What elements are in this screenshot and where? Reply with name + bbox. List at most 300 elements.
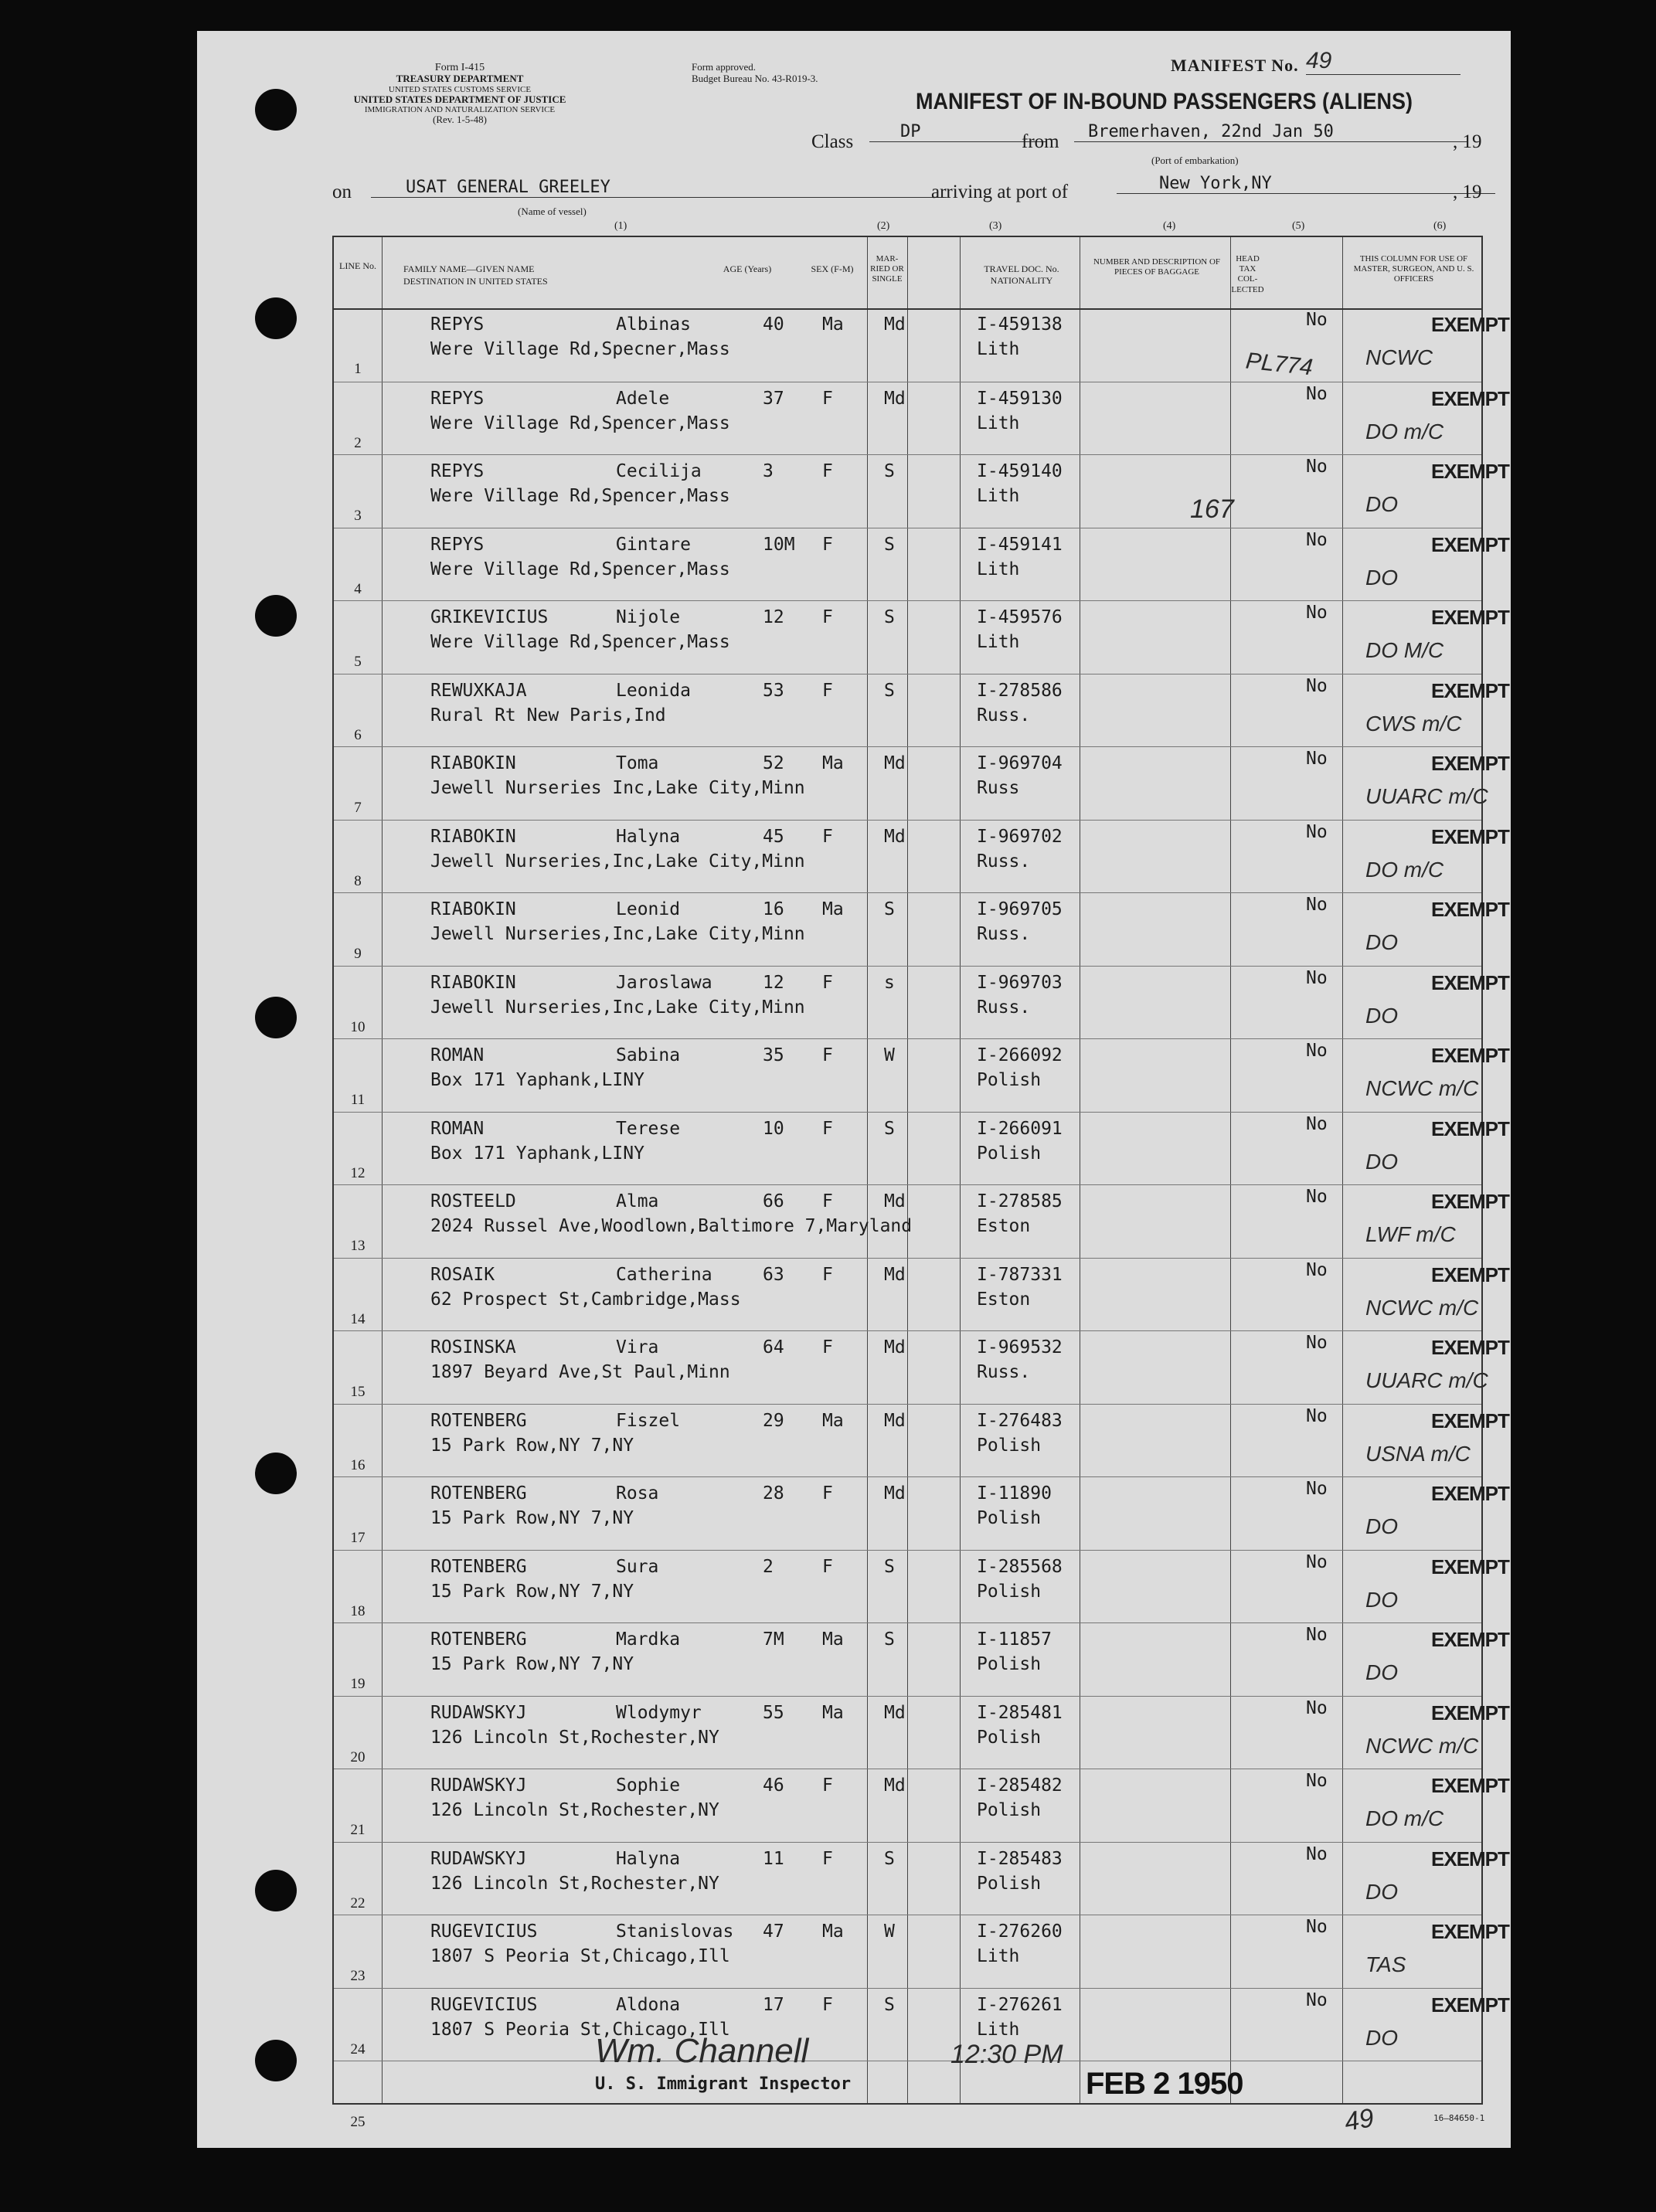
nationality: Russ. <box>977 924 1031 944</box>
exempt-stamp: EXEMPT <box>1431 1774 1509 1797</box>
age: 63 <box>763 1264 784 1285</box>
destination: Jewell Nurseries,Inc,Lake City,Minn <box>430 851 805 872</box>
officer-note: DO <box>1365 1514 1398 1538</box>
line-number: 8 <box>354 872 362 889</box>
family-name: RUGEVICIUS <box>430 1994 538 2015</box>
family-name: ROSAIK <box>430 1264 495 1285</box>
travel-doc-no: I-969705 <box>977 899 1063 919</box>
exempt-stamp: EXEMPT <box>1431 1336 1509 1359</box>
col-number-6: (6) <box>1433 220 1447 232</box>
arrival-port: New York,NY <box>1117 174 1495 194</box>
table-row <box>334 1842 1509 1916</box>
given-name: Nijole <box>616 607 681 627</box>
family-name: ROTENBERG <box>430 1410 527 1431</box>
exempt-stamp: EXEMPT <box>1431 386 1509 410</box>
arriving-label: arriving at port of <box>931 182 1069 202</box>
exempt-stamp: EXEMPT <box>1431 898 1509 921</box>
age: 7M <box>763 1629 784 1650</box>
travel-doc-no: I-285568 <box>977 1556 1063 1577</box>
marital-status: S <box>884 1118 895 1139</box>
table-row <box>334 1330 1509 1405</box>
form-code: 16—84650-1 <box>1433 2113 1485 2123</box>
line-number: 10 <box>350 1018 366 1035</box>
sex: Ma <box>822 1629 844 1650</box>
col-number-4: (4) <box>1163 220 1176 232</box>
age: 3 <box>763 461 774 481</box>
exempt-stamp: EXEMPT <box>1431 1262 1509 1286</box>
baggage-count: 167 <box>1190 494 1234 524</box>
destination: 15 Park Row,NY 7,NY <box>430 1581 634 1602</box>
marital-status: S <box>884 680 895 701</box>
officer-note: DO m/C <box>1365 857 1444 882</box>
table-row <box>334 1038 1509 1113</box>
family-name: RUDAWSKYJ <box>430 1702 527 1723</box>
family-name: ROSTEELD <box>430 1191 516 1211</box>
line-number: 1 <box>354 361 362 377</box>
exempt-stamp: EXEMPT <box>1431 460 1509 483</box>
destination: Box 171 Yaphank,LINY <box>430 1143 644 1164</box>
table-row <box>334 1622 1509 1697</box>
sex: Ma <box>822 1410 844 1431</box>
table-row <box>334 1696 1509 1770</box>
age: 10 <box>763 1118 784 1139</box>
exempt-stamp: EXEMPT <box>1431 970 1509 994</box>
customs-service: UNITED STATES CUSTOMS SERVICE <box>388 84 532 94</box>
head-tax: No <box>1306 1989 1328 2010</box>
travel-doc-no: I-285483 <box>977 1848 1063 1869</box>
travel-doc-no: I-459141 <box>977 534 1063 555</box>
destination: 15 Park Row,NY 7,NY <box>430 1435 634 1456</box>
officer-note: NCWC m/C <box>1365 1733 1479 1758</box>
age: 47 <box>763 1921 784 1942</box>
family-name: RIABOKIN <box>430 826 516 847</box>
marital-status: S <box>884 1994 895 2015</box>
officer-note: UUARC m/C <box>1365 1368 1488 1392</box>
family-name: REPYS <box>430 461 485 481</box>
table-row <box>334 746 1509 821</box>
destination: 126 Lincoln St,Rochester,NY <box>430 1800 719 1820</box>
travel-doc-no: I-266091 <box>977 1118 1063 1139</box>
family-name: RUGEVICIUS <box>430 1921 538 1942</box>
line-number: 17 <box>350 1530 366 1546</box>
head-tax: No <box>1306 675 1328 696</box>
destination: Were Village Rd,Spencer,Mass <box>430 632 730 652</box>
age: 45 <box>763 826 784 847</box>
marital-status: W <box>884 1045 895 1065</box>
travel-doc-no: I-11890 <box>977 1483 1052 1504</box>
col-header-destination: DESTINATION IN UNITED STATES <box>403 276 548 287</box>
given-name: Toma <box>616 753 659 773</box>
col-header-age: AGE (Years) <box>723 263 772 274</box>
col-header-sex: SEX (F-M) <box>811 263 854 274</box>
sex: Ma <box>822 314 844 335</box>
nationality: Polish <box>977 1435 1042 1456</box>
sex: F <box>822 1264 833 1285</box>
marital-status: Md <box>884 388 906 409</box>
marital-status: S <box>884 461 895 481</box>
head-tax: No <box>1306 1405 1328 1426</box>
form-revision: (Rev. 1-5-48) <box>433 114 487 126</box>
head-tax: No <box>1306 1697 1328 1718</box>
on-label: on <box>332 182 352 202</box>
col-header-name: FAMILY NAME—GIVEN NAME <box>403 263 535 274</box>
given-name: Sura <box>616 1556 659 1577</box>
sex: F <box>822 1483 833 1504</box>
age: 52 <box>763 753 784 773</box>
family-name: RIABOKIN <box>430 972 516 993</box>
table-row <box>334 1915 1509 1989</box>
line-number: 25 <box>350 2114 366 2130</box>
sex: F <box>822 388 833 409</box>
line-number: 16 <box>350 1456 366 1473</box>
officer-note: DO <box>1365 930 1398 954</box>
table-row <box>334 1769 1509 1843</box>
binder-hole <box>255 997 297 1038</box>
line-number: 23 <box>350 1968 366 1984</box>
officer-note: TAS <box>1365 1952 1406 1976</box>
given-name: Albinas <box>616 314 691 335</box>
line-number: 5 <box>354 654 362 670</box>
head-tax: No <box>1306 821 1328 842</box>
officer-note: DO M/C <box>1365 638 1444 662</box>
vessel-caption: (Name of vessel) <box>518 206 587 217</box>
exempt-stamp: EXEMPT <box>1431 1190 1509 1213</box>
line-number: 7 <box>354 800 362 816</box>
given-name: Stanislovas <box>616 1921 734 1942</box>
family-name: RUDAWSKYJ <box>430 1775 527 1796</box>
col-number-3: (3) <box>989 220 1002 232</box>
class-value: DP <box>869 122 1047 142</box>
sex: F <box>822 972 833 993</box>
exempt-stamp: EXEMPT <box>1431 1628 1509 1651</box>
given-name: Rosa <box>616 1483 659 1504</box>
marital-status: S <box>884 1629 895 1650</box>
nationality: Russ. <box>977 705 1031 725</box>
head-tax: No <box>1306 895 1328 915</box>
age: 12 <box>763 607 784 627</box>
head-tax: No <box>1306 1771 1328 1791</box>
age: 40 <box>763 314 784 335</box>
exempt-stamp: EXEMPT <box>1431 1116 1509 1140</box>
officer-note: DO m/C <box>1365 1806 1444 1830</box>
col-header-head-tax: HEAD TAX COL-LECTED <box>1231 254 1264 294</box>
sex: Ma <box>822 1702 844 1723</box>
officer-note: NCWC m/C <box>1365 1295 1479 1320</box>
manifest-no-value: 49 <box>1306 48 1460 75</box>
marital-status: Md <box>884 1191 906 1211</box>
line-number: 3 <box>354 508 362 524</box>
table-row <box>334 1550 1509 1624</box>
given-name: Sophie <box>616 1775 681 1796</box>
sex: F <box>822 1045 833 1065</box>
marital-status: S <box>884 1848 895 1869</box>
marital-status: Md <box>884 826 906 847</box>
year-suffix-1: , 19 <box>1453 131 1482 152</box>
age: 55 <box>763 1702 784 1723</box>
head-tax: No <box>1306 1113 1328 1134</box>
travel-doc-no: I-285481 <box>977 1702 1063 1723</box>
head-tax: No <box>1306 383 1328 404</box>
age: 37 <box>763 388 784 409</box>
officer-note: USNA m/C <box>1365 1441 1471 1466</box>
line-number: 20 <box>350 1748 366 1765</box>
exempt-stamp: EXEMPT <box>1431 1408 1509 1432</box>
class-label: Class <box>811 131 854 152</box>
given-name: Adele <box>616 388 670 409</box>
marital-status: s <box>884 972 895 993</box>
head-tax: No <box>1306 1551 1328 1572</box>
officer-note: DO m/C <box>1365 419 1444 443</box>
destination: Box 171 Yaphank,LINY <box>430 1070 644 1090</box>
table-row <box>334 674 1509 748</box>
destination: 2024 Russel Ave,Woodlown,Baltimore 7,Maryland <box>430 1216 913 1236</box>
travel-doc-no: I-969704 <box>977 753 1063 773</box>
form-header-left <box>332 62 587 125</box>
embarkation-caption: (Port of embarkation) <box>1151 155 1239 166</box>
inspector-title: U. S. Immigrant Inspector <box>595 2074 852 2094</box>
age: 64 <box>763 1337 784 1357</box>
head-tax: No <box>1306 310 1328 330</box>
officer-note: NCWC <box>1365 345 1433 369</box>
sex: F <box>822 1118 833 1139</box>
marital-status: Md <box>884 314 906 335</box>
table-row <box>334 966 1509 1040</box>
line-number: 9 <box>354 946 362 962</box>
embarkation-port: Bremerhaven, 22nd Jan 50 <box>1074 122 1467 142</box>
travel-doc-no: I-276261 <box>977 1994 1063 2015</box>
given-name: Halyna <box>616 1848 681 1869</box>
table-row <box>334 2061 1481 2135</box>
sex: F <box>822 1191 833 1211</box>
line-number: 6 <box>354 726 362 743</box>
sex: F <box>822 607 833 627</box>
marital-status: Md <box>884 1337 906 1357</box>
exempt-stamp: EXEMPT <box>1431 606 1509 629</box>
destination: 126 Lincoln St,Rochester,NY <box>430 1727 719 1748</box>
treasury-dept: TREASURY DEPARTMENT <box>396 73 524 85</box>
head-tax: No <box>1306 457 1328 477</box>
family-name: ROMAN <box>430 1118 485 1139</box>
given-name: Terese <box>616 1118 681 1139</box>
marital-status: S <box>884 534 895 555</box>
nationality: Lith <box>977 2019 1020 2040</box>
travel-doc-no: I-969703 <box>977 972 1063 993</box>
nationality: Polish <box>977 1654 1042 1674</box>
family-name: GRIKEVICIUS <box>430 607 549 627</box>
family-name: REPYS <box>430 534 485 555</box>
exempt-stamp: EXEMPT <box>1431 313 1509 336</box>
head-tax: No <box>1306 1917 1328 1937</box>
given-name: Cecilija <box>616 461 702 481</box>
sex: F <box>822 1848 833 1869</box>
manifest-no-label: MANIFEST No. <box>1171 56 1299 75</box>
travel-doc-no: I-276260 <box>977 1921 1063 1942</box>
age: 28 <box>763 1483 784 1504</box>
table-row <box>334 1184 1509 1259</box>
head-tax: No <box>1306 1625 1328 1645</box>
head-tax: No <box>1306 529 1328 550</box>
exempt-stamp: EXEMPT <box>1431 1044 1509 1067</box>
given-name: Leonid <box>616 899 681 919</box>
sex: F <box>822 826 833 847</box>
travel-doc-no: I-276483 <box>977 1410 1063 1431</box>
corner-number: 49 <box>1341 2103 1376 2138</box>
table-row <box>334 1404 1509 1478</box>
destination: 15 Park Row,NY 7,NY <box>430 1654 634 1674</box>
line-number: 14 <box>350 1310 366 1327</box>
nationality: Lith <box>977 339 1020 359</box>
nationality: Lith <box>977 1946 1020 1966</box>
from-label: from <box>1022 131 1059 152</box>
col-header-baggage: NUMBER AND DESCRIPTION OF PIECES OF BAGGAGE <box>1093 257 1221 277</box>
col-header-married: MAR-RIED OR SINGLE <box>870 254 904 284</box>
form-approval <box>692 62 818 85</box>
head-tax: No <box>1306 1187 1328 1207</box>
travel-doc-no: I-11857 <box>977 1629 1052 1650</box>
age: 17 <box>763 1994 784 2015</box>
sex: F <box>822 1337 833 1357</box>
date-stamp: FEB 2 1950 <box>1086 2067 1243 2101</box>
table-row <box>334 1112 1509 1186</box>
nationality: Lith <box>977 632 1020 652</box>
table-row <box>334 892 1509 967</box>
family-name: ROSINSKA <box>430 1337 516 1357</box>
officer-note: DO <box>1365 1879 1398 1904</box>
exempt-stamp: EXEMPT <box>1431 1701 1509 1724</box>
nationality: Polish <box>977 1727 1042 1748</box>
sex: F <box>822 680 833 701</box>
destination: 1897 Beyard Ave,St Paul,Minn <box>430 1362 730 1382</box>
given-name: Jaroslawa <box>616 972 712 993</box>
marital-status: Md <box>884 1264 906 1285</box>
line-number: 24 <box>350 2040 366 2057</box>
exempt-stamp: EXEMPT <box>1431 1482 1509 1505</box>
col-header-travel: TRAVEL DOC. No. NATIONALITY <box>984 263 1059 286</box>
col-header-line: LINE No. <box>339 260 376 271</box>
sex: Ma <box>822 753 844 773</box>
travel-doc-no: I-459138 <box>977 314 1063 335</box>
sex: F <box>822 1994 833 2015</box>
head-tax: No <box>1306 1041 1328 1061</box>
time-note: 12:30 PM <box>950 2040 1063 2069</box>
nationality: Polish <box>977 1070 1042 1090</box>
given-name: Alma <box>616 1191 659 1211</box>
table-row <box>334 1988 1509 2062</box>
line-number: 2 <box>354 434 362 451</box>
nationality: Russ. <box>977 997 1031 1018</box>
family-name: RUDAWSKYJ <box>430 1848 527 1869</box>
exempt-stamp: EXEMPT <box>1431 752 1509 775</box>
table-row <box>334 820 1509 894</box>
officer-note: DO <box>1365 1003 1398 1028</box>
table-row <box>334 600 1509 674</box>
justice-dept: UNITED STATES DEPARTMENT OF JUSTICE <box>353 93 566 105</box>
table-row <box>334 1476 1509 1551</box>
head-tax: No <box>1306 967 1328 988</box>
binder-hole <box>255 595 297 637</box>
line-number: 18 <box>350 1602 366 1619</box>
marital-status: S <box>884 899 895 919</box>
age: 46 <box>763 1775 784 1796</box>
officer-note: UUARC m/C <box>1365 784 1488 808</box>
destination: Jewell Nurseries Inc,Lake City,Minn <box>430 778 805 798</box>
officer-note: DO <box>1365 1587 1398 1612</box>
travel-doc-no: I-278586 <box>977 680 1063 701</box>
marital-status: Md <box>884 1775 906 1796</box>
age: 11 <box>763 1848 784 1869</box>
officer-note: DO <box>1365 2025 1398 2050</box>
head-tax: No <box>1306 749 1328 769</box>
given-name: Leonida <box>616 680 691 701</box>
destination: Were Village Rd,Spencer,Mass <box>430 559 730 579</box>
family-name: ROMAN <box>430 1045 485 1065</box>
line-number: 11 <box>350 1092 366 1108</box>
family-name: ROTENBERG <box>430 1483 527 1504</box>
travel-doc-no: I-969702 <box>977 826 1063 847</box>
sex: F <box>822 534 833 555</box>
line-number: 13 <box>350 1238 366 1254</box>
age: 10M <box>763 534 795 555</box>
age: 35 <box>763 1045 784 1065</box>
exempt-stamp: EXEMPT <box>1431 1993 1509 2017</box>
travel-doc-no: I-266092 <box>977 1045 1063 1065</box>
family-name: REWUXKAJA <box>430 680 527 701</box>
family-name: REPYS <box>430 314 485 335</box>
officer-note: CWS m/C <box>1365 711 1462 736</box>
family-name: ROTENBERG <box>430 1556 527 1577</box>
family-name: RIABOKIN <box>430 899 516 919</box>
marital-status: W <box>884 1921 895 1942</box>
col-number-5: (5) <box>1292 220 1305 232</box>
binder-hole <box>255 2040 297 2081</box>
travel-doc-no: I-459130 <box>977 388 1063 409</box>
line-number: 4 <box>354 580 362 597</box>
vessel-name: USAT GENERAL GREELEY <box>371 178 947 198</box>
nationality: Russ. <box>977 1362 1031 1382</box>
year-suffix-2: , 19 <box>1453 182 1482 202</box>
nationality: Lith <box>977 413 1020 433</box>
form-approved-text: Form approved. <box>692 61 757 73</box>
destination: Were Village Rd,Spencer,Mass <box>430 486 730 506</box>
destination: Jewell Nurseries,Inc,Lake City,Minn <box>430 997 805 1018</box>
col-number-1: (1) <box>614 220 627 232</box>
exempt-stamp: EXEMPT <box>1431 824 1509 848</box>
exempt-stamp: EXEMPT <box>1431 1555 1509 1578</box>
head-tax: No <box>1306 1333 1328 1353</box>
budget-bureau-text: Budget Bureau No. 43-R019-3. <box>692 72 818 84</box>
age: 12 <box>763 972 784 993</box>
col-header-officers: THIS COLUMN FOR USE OF MASTER, SURGEON, AND U. S. OFFICERS <box>1353 254 1474 284</box>
destination: Jewell Nurseries,Inc,Lake City,Minn <box>430 924 805 944</box>
destination: 126 Lincoln St,Rochester,NY <box>430 1873 719 1894</box>
table-row <box>334 454 1509 528</box>
given-name: Gintare <box>616 534 691 555</box>
sex: Ma <box>822 899 844 919</box>
officer-note: DO <box>1365 565 1398 590</box>
marital-status: S <box>884 607 895 627</box>
officer-note: LWF m/C <box>1365 1222 1456 1246</box>
sex: F <box>822 1775 833 1796</box>
nationality: Polish <box>977 1143 1042 1164</box>
family-name: ROTENBERG <box>430 1629 527 1650</box>
age: 29 <box>763 1410 784 1431</box>
exempt-stamp: EXEMPT <box>1431 1920 1509 1943</box>
marital-status: Md <box>884 1483 906 1504</box>
form-number: Form I-415 <box>434 62 485 73</box>
marital-status: S <box>884 1556 895 1577</box>
officer-note: DO <box>1365 1149 1398 1174</box>
line-number: 21 <box>350 1822 366 1838</box>
